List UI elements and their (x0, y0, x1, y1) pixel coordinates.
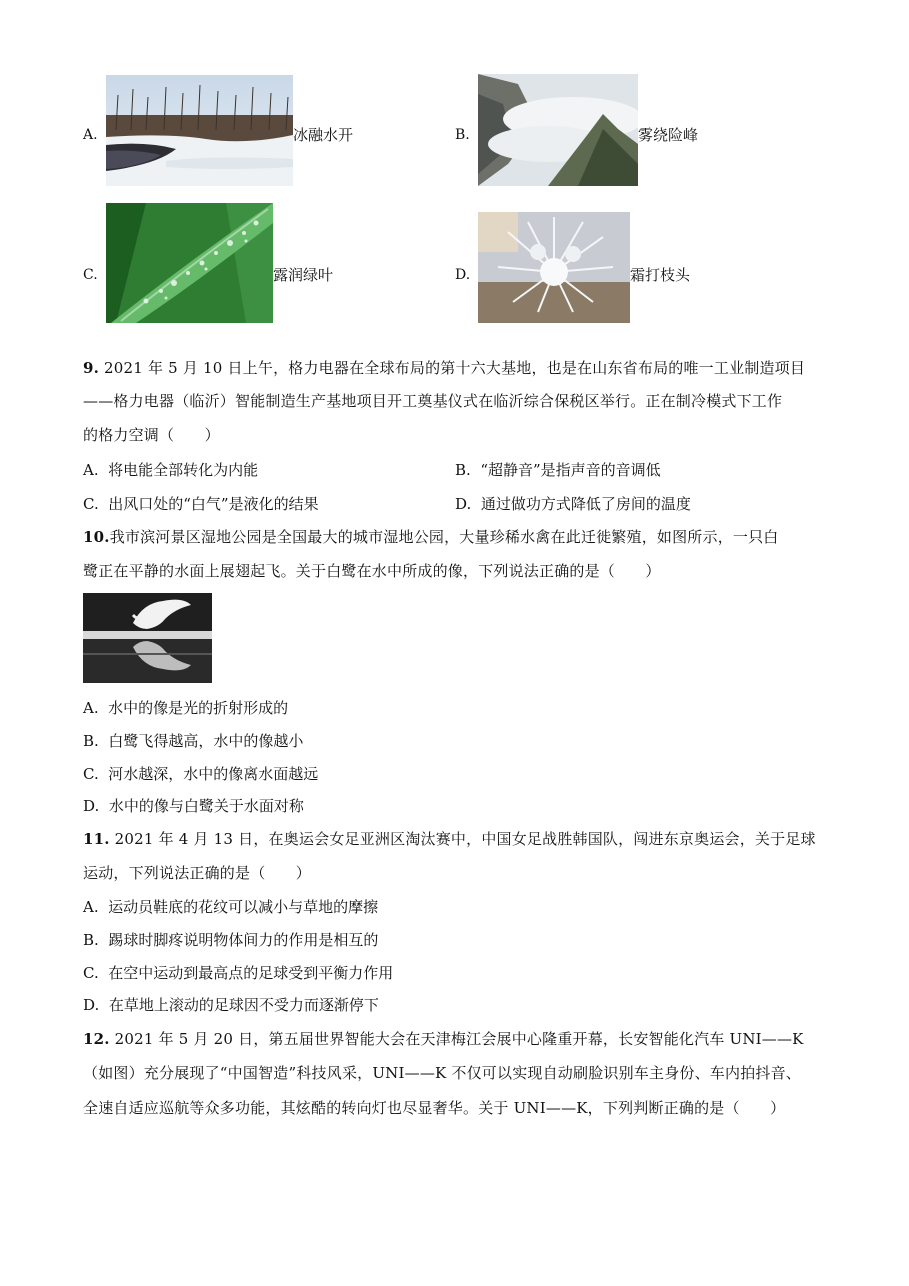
option-d: D. 通过做功方式降低了房间的温度 (455, 495, 691, 513)
option-b: B. 踢球时脚疼说明物体间力的作用是相互的 (83, 931, 379, 949)
option-label: 露润绿叶 (273, 266, 334, 284)
question-text: 2021 年 5 月 20 日，第五届世界智能大会在天津梅江会展中心隆重开幕，长安智能化汽车 UNI——K (114, 1030, 804, 1048)
question-line (83, 1028, 804, 1050)
option-a: A. 将电能全部转化为内能 (83, 461, 259, 479)
question-number: 11. (83, 830, 110, 848)
option-c: C. 出风口处的“白气”是液化的结果 (83, 495, 319, 513)
question-line: 运动，下列说法正确的是（ ） (83, 864, 312, 882)
dewy-leaf-photo (106, 203, 273, 323)
question-line (83, 526, 779, 548)
option-label: 霜打枝头 (630, 266, 691, 284)
question-line: ——格力电器（临沂）智能制造生产基地项目开工奠基仪式在临沂综合保税区举行。正在制冷模式下工作 (83, 392, 783, 410)
question-line: 的格力空调（ ） (83, 426, 220, 444)
question-text: 2021 年 5 月 10 日上午，格力电器在全球布局的第十六大基地，也是在山东省布局的唯一工业制造项目 (104, 359, 806, 377)
question-number: 9. (83, 359, 100, 377)
question-line (83, 357, 805, 379)
misty-mountain-photo (478, 74, 638, 186)
option-letter: A. (83, 127, 98, 143)
question-line (83, 828, 816, 850)
question-line: 全速自适应巡航等众多功能，其炫酷的转向灯也尽显奢华。关于 UNI——K，下列判断正确的是（ ） (83, 1099, 786, 1117)
option-letter: B. (455, 127, 470, 143)
question-line: （如图）充分展现了“中国智造”科技风采，UNI——K 不仅可以实现自动刷脸识别车主身份、车内拍抖音、 (83, 1064, 802, 1082)
option-d: D. 水中的像与白鹭关于水面对称 (83, 797, 304, 815)
option-c: C. 河水越深，水中的像离水面越远 (83, 765, 319, 783)
question-text: 2021 年 4 月 13 日，在奥运会女足亚洲区淘汰赛中，中国女足战胜韩国队，闯进东京奥运会，关于足球 (114, 830, 816, 848)
frosted-branch-photo (478, 212, 630, 323)
option-a: A. 水中的像是光的折射形成的 (83, 699, 289, 717)
option-d: D. 在草地上滚动的足球因不受力而逐渐停下 (83, 996, 379, 1014)
option-a: A. 运动员鞋底的花纹可以减小与草地的摩擦 (83, 898, 379, 916)
question-text: 我市滨河景区湿地公园是全国最大的城市湿地公园，大量珍稀水禽在此迁徙繁殖，如图所示，一只白 (109, 528, 779, 546)
question-line: 鹭正在平静的水面上展翅起飞。关于白鹭在水中所成的像，下列说法正确的是（ ） (83, 562, 661, 580)
option-letter: D. (455, 267, 471, 283)
egret-reflection-photo (83, 593, 212, 683)
question-number: 10. (83, 528, 110, 546)
option-letter: C. (83, 267, 98, 283)
option-c: C. 在空中运动到最高点的足球受到平衡力作用 (83, 964, 394, 982)
melting-ice-photo (106, 75, 293, 186)
option-label: 雾绕险峰 (638, 126, 699, 144)
question-number: 12. (83, 1030, 110, 1048)
option-b: B. 白鹭飞得越高，水中的像越小 (83, 732, 304, 750)
option-label: 冰融水开 (293, 126, 354, 144)
option-b: B. “超静音”是指声音的音调低 (455, 461, 661, 479)
